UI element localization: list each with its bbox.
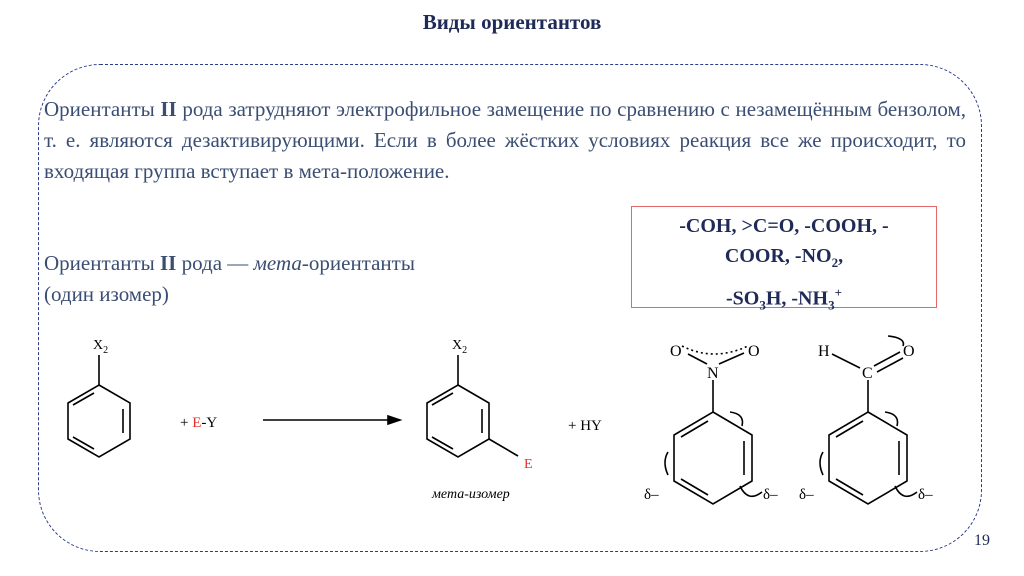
delta-label: δ–: [763, 487, 778, 503]
page-number: 19: [974, 532, 990, 549]
groups-line-3-a: -SO: [726, 287, 760, 310]
carbonyl-double-bond: [877, 358, 903, 372]
groups-line-1: -COH, >C=O, -COOH, -: [679, 215, 889, 237]
resonance-arrow: [895, 486, 917, 496]
p2-roman: II: [160, 251, 177, 275]
delta-label: δ–: [644, 487, 659, 503]
resonance-arrow: [888, 336, 903, 346]
benzene-ring-nitro: [674, 412, 752, 504]
p2-text-1: Ориентанты: [44, 251, 160, 275]
resonance-arrow: [740, 486, 762, 496]
groups-line-3-sub2: 3: [828, 297, 835, 313]
para1-text-b: рода затрудняют электрофильное замещение по сравнению с незамещённым бензолом, т. е. являются дезактивирующими. Если в более жёстких условиях реакция все же происходит, то входящая группа вступает в мета-положение.: [44, 97, 966, 183]
product-electrophile-label: E: [524, 457, 533, 472]
benzene-ring-reactant: [68, 385, 130, 457]
nitro-delocalization: [682, 346, 748, 354]
nitro-bond: [688, 354, 707, 364]
benzene-ring-product: [427, 385, 489, 457]
groups-line-2-sub: 2: [831, 255, 839, 270]
groups-line-3-sub: 3: [759, 297, 766, 313]
p2-text-5: -ориентанты: [301, 251, 415, 275]
delta-label: δ–: [799, 487, 814, 503]
carbonyl-oxygen: O: [903, 343, 915, 360]
substituent-label: $X_2$: [93, 338, 109, 356]
nitro-oxygen-right: O: [748, 343, 760, 360]
resonance-arrow: [665, 452, 668, 475]
para1-roman-numeral: II: [160, 97, 177, 121]
carbonyl-double-bond: [874, 352, 900, 366]
benzene-ring-carbonyl: [829, 412, 907, 504]
electrophile-bond: [489, 439, 518, 456]
delta-label: δ–: [918, 487, 933, 503]
nitro-oxygen-left: O: [670, 343, 682, 360]
para1-text-a: Ориентанты: [44, 97, 161, 121]
nitro-bond: [719, 353, 744, 364]
groups-line-2-a: COOR, -NO: [724, 245, 832, 267]
p2-one-isomer: (один изомер): [44, 282, 169, 306]
slide-title: Виды ориентантов: [422, 10, 602, 34]
p2-text-3: рода —: [176, 251, 254, 275]
groups-line-3-b: H, -NH: [765, 287, 829, 310]
groups-line-2-b: ,: [838, 245, 844, 267]
reaction-arrow-head: [388, 416, 400, 424]
carbonyl-carbon: C: [862, 365, 873, 382]
p2-meta-italic: мета: [253, 251, 302, 275]
product-caption: мета-изомер: [432, 487, 510, 502]
byproduct-label: + HY: [568, 418, 602, 434]
carbonyl-hydrogen: H: [818, 343, 830, 360]
product-substituent-label: $X_2$: [452, 338, 468, 356]
groups-line-3-sup: +: [834, 285, 842, 300]
reagent-label: + E-Y: [180, 415, 218, 431]
resonance-arrow: [820, 452, 823, 475]
carbonyl-bond: [832, 354, 860, 368]
nitro-nitrogen: N: [707, 365, 719, 382]
